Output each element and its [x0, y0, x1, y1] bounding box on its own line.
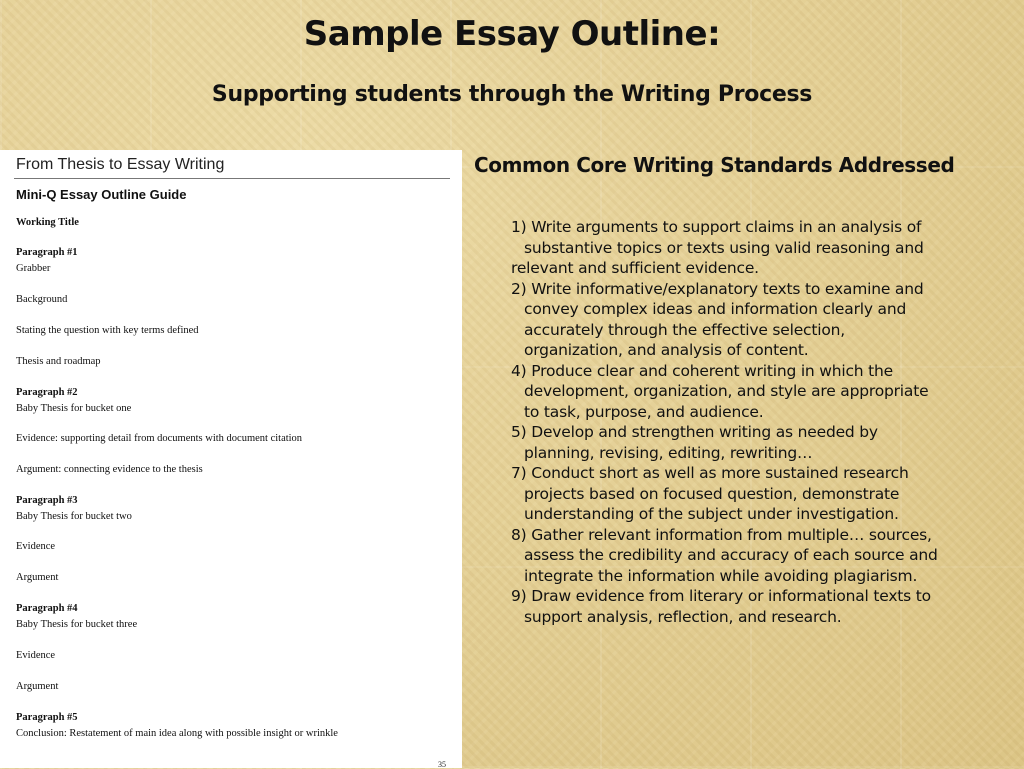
- standard-line: integrate the information while avoiding plagiarism.: [524, 566, 918, 585]
- outline-item: Stating the question with key terms defined: [16, 325, 199, 336]
- document-header: From Thesis to Essay Writing: [16, 156, 225, 173]
- standard-line: accurately through the effective selection,: [524, 320, 845, 339]
- outline-item: Conclusion: Restatement of main idea along with possible insight or wrinkle: [16, 728, 338, 739]
- standard-line: support analysis, reflection, and research.: [524, 607, 842, 626]
- outline-item: Evidence: supporting detail from documents with document citation: [16, 433, 303, 444]
- outline-item: Grabber: [16, 263, 51, 274]
- outline-item: Argument: [16, 572, 59, 583]
- outline-heading: Working Title: [16, 217, 79, 228]
- outline-item: Baby Thesis for bucket three: [16, 619, 138, 630]
- slide-subtitle: Supporting students through the Writing Process: [211, 82, 813, 107]
- standards-heading: Common Core Writing Standards Addressed: [474, 153, 955, 177]
- standard-line: 9) Draw evidence from literary or informational texts to: [511, 587, 931, 605]
- outline-heading: Paragraph #3: [16, 495, 78, 506]
- document-guide-title: Mini-Q Essay Outline Guide: [16, 187, 187, 202]
- standard-line: 5) Develop and strengthen writing as needed by: [511, 423, 878, 441]
- outline-item: Baby Thesis for bucket one: [16, 403, 132, 414]
- outline-item: Argument: connecting evidence to the thesis: [16, 464, 203, 475]
- outline-heading: Paragraph #1: [16, 247, 78, 258]
- standard-line: development, organization, and style are appropriate: [524, 382, 929, 400]
- page-number: 35: [438, 760, 446, 769]
- outline-heading: Paragraph #2: [16, 387, 78, 398]
- standard-line: 4) Produce clear and coherent writing in which the: [511, 361, 893, 380]
- standard-line: to task, purpose, and audience.: [524, 402, 764, 421]
- outline-heading: Paragraph #5: [16, 712, 78, 723]
- standard-line: organization, and analysis of content.: [524, 341, 809, 359]
- outline-item: Evidence: [16, 650, 56, 661]
- standard-line: projects based on focused question, demonstrate: [524, 484, 900, 503]
- standard-line: substantive topics or texts using valid reasoning and: [524, 238, 924, 257]
- outline-item: Background: [16, 294, 68, 305]
- standard-line: convey complex ideas and information clearly and: [524, 300, 907, 318]
- outline-item: Baby Thesis for bucket two: [16, 511, 132, 522]
- standard-line: assess the credibility and accuracy of each source and: [524, 546, 938, 564]
- outline-document-image: [0, 150, 462, 768]
- standard-line: relevant and sufficient evidence.: [511, 259, 759, 277]
- document-divider: [14, 178, 450, 179]
- standard-line: 7) Conduct short as well as more sustained research: [511, 464, 909, 482]
- standard-line: 8) Gather relevant information from multiple… sources,: [511, 525, 932, 544]
- standard-line: 1) Write arguments to support claims in an analysis of: [511, 218, 922, 236]
- outline-item: Argument: [16, 681, 59, 692]
- slide-title: Sample Essay Outline:: [303, 14, 721, 54]
- outline-item: Evidence: [16, 541, 56, 552]
- standard-line: 2) Write informative/explanatory texts to examine and: [511, 279, 924, 298]
- outline-heading: Paragraph #4: [16, 603, 78, 614]
- standard-line: planning, revising, editing, rewriting…: [524, 443, 813, 462]
- outline-item: Thesis and roadmap: [16, 356, 101, 367]
- standard-line: understanding of the subject under investigation.: [524, 505, 899, 523]
